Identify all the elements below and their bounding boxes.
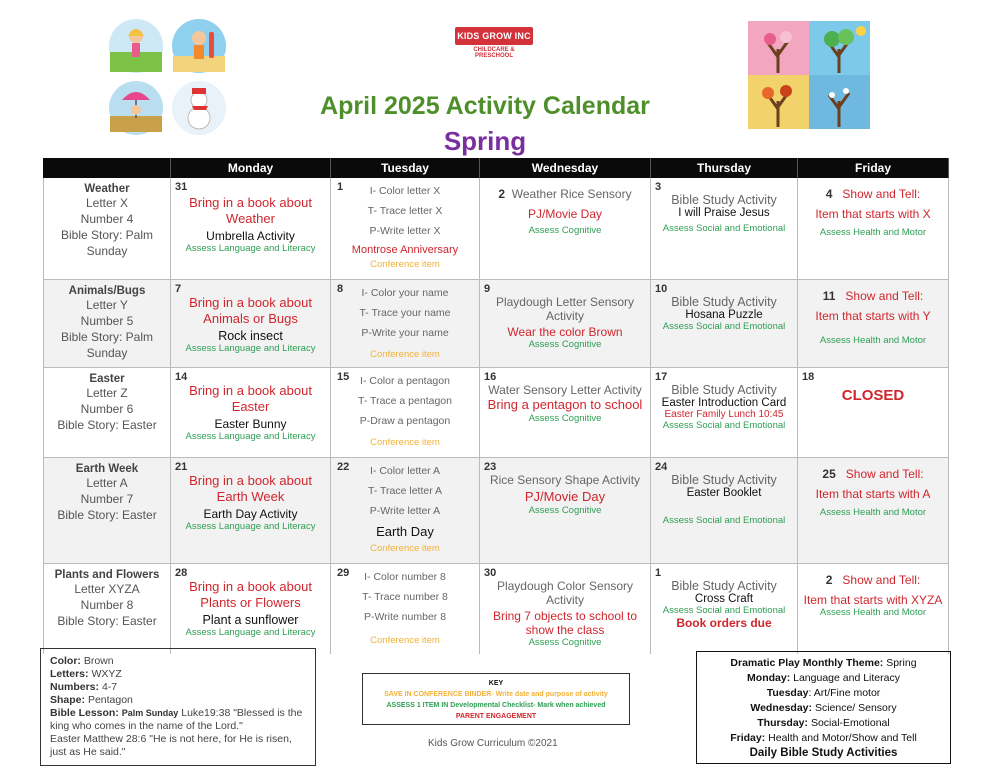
assessment-label: Assess Health and Motor	[819, 507, 927, 518]
bible-lesson-sub: Palm Sunday	[121, 708, 179, 718]
week-theme-bible-story: Bible Story: Easter	[57, 614, 157, 628]
week-theme-number: Number 6	[80, 402, 134, 416]
brand-subtitle: CHILDCARE & PRESCHOOL	[473, 47, 515, 59]
letters-line	[50, 668, 306, 681]
date-number: 23	[484, 461, 497, 473]
wednesday-theme-line	[697, 701, 950, 716]
monday-activity: Earth Day Activity	[203, 507, 298, 521]
wednesday-event: Wear the color Brown	[507, 325, 623, 339]
wednesday-cell	[480, 178, 651, 279]
page-subtitle: Spring	[443, 126, 527, 156]
monday-activity: Rock insect	[218, 329, 283, 343]
wednesday-theme-label: Wednesday:	[750, 702, 813, 714]
assessment-label: Assess Language and Literacy	[185, 627, 316, 638]
tuesday-task-3: P-Write your name	[361, 327, 449, 339]
numbers-value: 4-7	[101, 681, 118, 693]
bible-study-activity: Hosana Puzzle	[685, 309, 763, 321]
week-theme-letter: Letter X	[85, 196, 129, 210]
week-theme-bible-story: Bible Story: Palm Sunday	[60, 330, 154, 360]
date-number: 21	[175, 461, 188, 473]
footer-copyright: Kids Grow Curriculum ©2021	[428, 738, 558, 749]
monday-theme-value: Language and Literacy	[793, 672, 900, 684]
friday-cell	[798, 178, 949, 279]
monday-theme-line	[697, 671, 950, 686]
friday-theme-value: Health and Motor/Show and Tell	[768, 732, 917, 744]
legend-key-box	[362, 673, 630, 725]
tuesday-theme-label: Tuesday	[766, 687, 809, 699]
date-number: 7	[175, 283, 182, 295]
dramatic-play-value: Spring	[886, 657, 917, 669]
show-and-tell	[802, 573, 944, 587]
thursday-theme-line	[697, 716, 950, 731]
daily-themes-box	[696, 651, 951, 764]
tuesday-task-2: T- Trace a pentagon	[358, 395, 452, 407]
header-friday: Friday	[798, 158, 949, 178]
week-row-3	[43, 368, 949, 458]
wednesday-activity: Rice Sensory Shape Activity	[489, 473, 641, 487]
wednesday-activity	[484, 187, 646, 201]
book-reminder: Bring in a book about Earth Week	[189, 473, 312, 504]
calendar-header-row	[43, 158, 949, 178]
date-number: 24	[655, 461, 668, 473]
date-number: 22	[337, 461, 350, 473]
date-number: 1	[655, 567, 662, 579]
date-number: 25	[822, 467, 836, 481]
week-theme-bible-story: Bible Story: Easter	[57, 418, 157, 432]
assessment-label: Assess Social and Emotional	[662, 515, 786, 526]
date-number: 30	[484, 567, 497, 579]
date-number: 16	[484, 371, 497, 383]
bible-lesson-label: Bible Lesson:	[50, 707, 119, 719]
week-theme-title: Animals/Bugs	[68, 285, 146, 297]
tuesday-task-2: T- Trace number 8	[362, 591, 448, 603]
date-number: 28	[175, 567, 188, 579]
date-number: 11	[822, 289, 836, 303]
shape-value: Pentagon	[87, 694, 133, 706]
assessment-label: Assess Health and Motor	[819, 335, 927, 346]
book-orders-due: Book orders due	[676, 616, 772, 630]
tuesday-cell	[331, 178, 480, 279]
tuesday-task-1: I- Color a pentagon	[360, 375, 450, 387]
assessment-label: Assess Cognitive	[528, 339, 602, 350]
week-theme-bible-story: Bible Story: Easter	[57, 508, 157, 522]
tuesday-task-3: P-Draw a pentagon	[359, 415, 451, 427]
tuesday-task-2: T- Trace letter X	[367, 205, 443, 217]
easter-verse: Easter Matthew 28:6 "He is not here, for He is risen, just as He said."	[50, 733, 292, 758]
week-theme-letter: Letter Z	[86, 386, 128, 400]
date-number: 9	[484, 283, 491, 295]
color-value: Brown	[83, 655, 114, 667]
letters-label: Letters:	[50, 668, 89, 680]
assessment-label: Assess Cognitive	[528, 413, 602, 424]
date-number: 15	[337, 371, 350, 383]
key-assess: ASSESS 1 ITEM IN Developmental Checklist- Mark when achieved	[386, 702, 606, 709]
assessment-label: Assess Social and Emotional	[662, 420, 786, 431]
book-reminder: Bring in a book about Plants or Flowers	[189, 579, 312, 610]
week-theme-number: Number 4	[80, 212, 134, 226]
numbers-label: Numbers:	[50, 681, 100, 693]
wednesday-event: Bring a pentagon to school	[487, 397, 643, 412]
key-parent-engagement: PARENT ENGAGEMENT	[455, 713, 537, 720]
assessment-label: Assess Social and Emotional	[662, 223, 786, 234]
week-theme-number: Number 8	[80, 598, 134, 612]
friday-theme-line	[697, 731, 950, 746]
week-theme-number: Number 5	[80, 314, 134, 328]
color-line	[50, 655, 306, 668]
assessment-label: Assess Health and Motor	[819, 227, 927, 238]
monday-activity: Easter Bunny	[214, 417, 287, 431]
week-theme-cell	[43, 368, 171, 457]
tuesday-theme-value: : Art/Fine motor	[808, 687, 881, 699]
header-monday: Monday	[171, 158, 331, 178]
week-row-2	[43, 280, 949, 368]
monday-activity: Plant a sunflower	[202, 613, 299, 627]
tuesday-task-1: I- Color your name	[361, 287, 449, 299]
wednesday-activity: Playdough Letter Sensory Activity	[495, 295, 635, 323]
monday-cell	[171, 458, 331, 563]
bible-lesson-line	[50, 707, 306, 733]
tuesday-event: Earth Day	[376, 524, 434, 539]
week-row-5	[43, 564, 949, 654]
tuesday-task-3: P-Write number 8	[363, 611, 447, 623]
week-theme-title: Plants and Flowers	[54, 569, 160, 581]
week-theme-title: Weather	[84, 183, 130, 195]
date-number: 2	[825, 573, 833, 587]
bible-study-label: Bible Study Activity	[671, 473, 777, 487]
tuesday-task-2: T- Trace letter A	[367, 485, 443, 497]
book-reminder: Bring in a book about Weather	[189, 195, 312, 226]
wednesday-theme-value: Science/ Sensory	[814, 702, 897, 714]
dramatic-play-line	[697, 656, 950, 671]
date-number: 8	[337, 283, 344, 295]
monday-theme-label: Monday:	[747, 672, 791, 684]
week-theme-letter: Letter XYZA	[74, 582, 140, 596]
show-and-tell	[802, 187, 944, 201]
wednesday-event: PJ/Movie Day	[524, 489, 606, 504]
page-title: April 2025 Activity Calendar	[320, 92, 650, 120]
header-theme-col	[43, 158, 171, 178]
key-title: KEY	[488, 680, 504, 687]
date-number: 4	[825, 187, 833, 201]
color-label: Color:	[50, 655, 81, 667]
show-and-tell-label: Show and Tell:	[842, 187, 921, 201]
shape-line	[50, 694, 306, 707]
assessment-label: Assess Language and Literacy	[185, 521, 316, 532]
book-reminder: Bring in a book about Easter	[189, 383, 312, 414]
family-lunch-event: Easter Family Lunch 10:45	[664, 409, 784, 420]
show-and-tell-label: Show and Tell:	[842, 573, 921, 587]
week-row-1	[43, 178, 949, 280]
date-number: 1	[337, 181, 344, 193]
wednesday-cell	[480, 458, 651, 563]
wednesday-event: Bring 7 objects to school to show the class	[492, 609, 638, 637]
wednesday-cell	[480, 368, 651, 457]
key-conference: SAVE IN CONFERENCE BINDER- Write date and purpose of activity	[384, 691, 608, 698]
conference-item-label: Conference item	[370, 349, 440, 360]
calendar-grid	[43, 158, 949, 654]
date-number: 18	[802, 371, 815, 383]
thursday-theme-label: Thursday:	[757, 717, 809, 729]
bible-study-activity: I will Praise Jesus	[678, 207, 770, 219]
date-number: 3	[655, 181, 662, 193]
week-theme-cell	[43, 564, 171, 654]
week-theme-title: Easter	[89, 373, 125, 385]
date-number: 17	[655, 371, 668, 383]
bible-study-label: Bible Study Activity	[671, 295, 777, 309]
assessment-label: Assess Cognitive	[528, 225, 602, 236]
wednesday-activity-text: Weather Rice Sensory	[511, 187, 632, 201]
tuesday-task-1: I- Color letter X	[369, 185, 441, 197]
monday-cell	[171, 280, 331, 367]
conference-item-label: Conference item	[370, 543, 440, 554]
show-and-tell-label: Show and Tell:	[845, 467, 924, 481]
date-number: 14	[175, 371, 188, 383]
wednesday-cell	[480, 280, 651, 367]
bible-study-label: Bible Study Activity	[671, 383, 777, 397]
kids-grow-logo	[455, 27, 533, 67]
conference-item-label: Conference item	[370, 437, 440, 448]
tuesday-task-3: P-Write letter X	[369, 225, 441, 237]
tuesday-theme-line	[697, 686, 950, 701]
friday-cell	[798, 368, 949, 457]
show-and-tell-item: Item that starts with X	[815, 207, 931, 221]
tuesday-cell	[331, 564, 480, 654]
bible-study-activity: Easter Booklet	[686, 487, 762, 499]
wednesday-activity: Water Sensory Letter Activity	[488, 383, 642, 397]
brand-name: KIDS GROW INC	[455, 27, 533, 45]
daily-bible-study: Daily Bible Study Activities	[749, 747, 898, 759]
bible-study-label: Bible Study Activity	[671, 193, 777, 207]
header-thursday: Thursday	[651, 158, 798, 178]
monday-cell	[171, 368, 331, 457]
thursday-theme-value: Social-Emotional	[810, 717, 890, 729]
shape-label: Shape:	[50, 694, 86, 706]
show-and-tell-item: Item that starts with Y	[815, 309, 931, 323]
thursday-cell	[651, 458, 798, 563]
date-number: 29	[337, 567, 350, 579]
week-row-4	[43, 458, 949, 564]
assessment-label: Assess Language and Literacy	[185, 243, 316, 254]
week-theme-bible-story: Bible Story: Palm Sunday	[60, 228, 154, 258]
monday-cell	[171, 178, 331, 279]
closed-label: CLOSED	[841, 387, 905, 404]
week-theme-cell	[43, 178, 171, 279]
assessment-label: Assess Cognitive	[528, 505, 602, 516]
week-theme-cell	[43, 458, 171, 563]
week-theme-number: Number 7	[80, 492, 134, 506]
week-theme-letter: Letter Y	[86, 298, 128, 312]
week-theme-title: Earth Week	[75, 463, 139, 475]
wednesday-cell	[480, 564, 651, 654]
dramatic-play-label: Dramatic Play Monthly Theme:	[730, 657, 884, 669]
thursday-cell	[651, 178, 798, 279]
monday-activity: Umbrella Activity	[206, 229, 295, 243]
book-reminder: Bring in a book about Animals or Bugs	[189, 295, 312, 326]
letters-value: WXYZ	[91, 668, 122, 680]
friday-cell	[798, 280, 949, 367]
friday-theme-label: Friday:	[730, 732, 766, 744]
header-tuesday: Tuesday	[331, 158, 480, 178]
date-number: 10	[655, 283, 668, 295]
week-theme-letter: Letter A	[86, 476, 128, 490]
thursday-cell	[651, 368, 798, 457]
wednesday-event: PJ/Movie Day	[527, 207, 603, 221]
monthly-focus-box	[40, 648, 316, 766]
show-and-tell	[802, 467, 944, 481]
tuesday-event: Montrose Anniversary	[351, 244, 459, 256]
bible-lesson-text: Luke19:38 "Blessed is the king who comes in the name of the Lord."	[50, 707, 303, 732]
show-and-tell-label: Show and Tell:	[845, 289, 924, 303]
header-wednesday: Wednesday	[480, 158, 651, 178]
tuesday-cell	[331, 280, 480, 367]
show-and-tell	[802, 289, 944, 303]
assessment-label: Assess Cognitive	[528, 637, 602, 648]
bible-study-activity: Cross Craft	[694, 593, 754, 605]
wednesday-activity: Playdough Color Sensory Activity	[496, 579, 634, 607]
tuesday-task-1: I- Color number 8	[364, 571, 446, 583]
conference-item-label: Conference item	[370, 635, 440, 646]
tuesday-task-3: P-Write letter A	[369, 505, 441, 517]
show-and-tell-item: Item that starts with XYZA	[803, 593, 943, 607]
tuesday-task-2: T- Trace your name	[359, 307, 451, 319]
assessment-label: Assess Health and Motor	[819, 607, 927, 618]
assessment-label: Assess Language and Literacy	[185, 431, 316, 442]
date-number: 31	[175, 181, 188, 193]
bible-study-label: Bible Study Activity	[671, 579, 777, 593]
assessment-label: Assess Social and Emotional	[662, 605, 786, 616]
assessment-label: Assess Language and Literacy	[185, 343, 316, 354]
tuesday-cell	[331, 368, 480, 457]
numbers-line	[50, 681, 306, 694]
thursday-cell	[651, 280, 798, 367]
tuesday-task-1: I- Color letter A	[369, 465, 441, 477]
monday-cell	[171, 564, 331, 654]
assessment-label: Assess Social and Emotional	[662, 321, 786, 332]
tuesday-cell	[331, 458, 480, 563]
week-theme-cell	[43, 280, 171, 367]
show-and-tell-item: Item that starts with A	[815, 487, 931, 501]
thursday-cell	[651, 564, 798, 654]
friday-cell	[798, 564, 949, 654]
date-number: 2	[498, 187, 506, 201]
friday-cell	[798, 458, 949, 563]
bible-study-activity: Easter Introduction Card	[661, 397, 787, 409]
conference-item-label: Conference item	[370, 259, 440, 270]
